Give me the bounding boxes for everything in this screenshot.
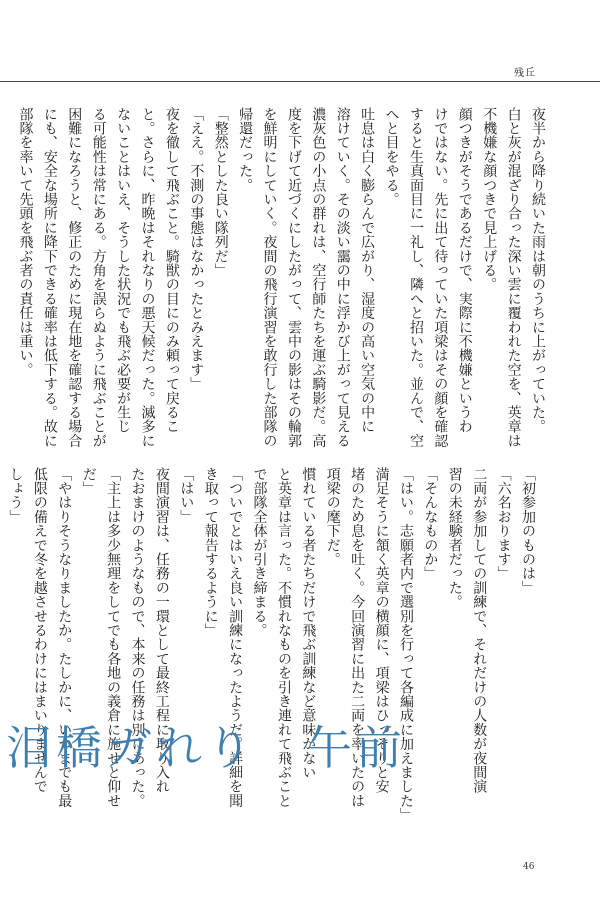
text-line: 夜間演習は、任務の一環として最終工程に取り入れ [153, 467, 170, 794]
text-line: 低限の備えで冬を越させるわけにはまいりませんで [31, 467, 48, 794]
text-line: 顔つきがそうであるだけで、実際に不機嫌というわ [456, 107, 473, 434]
text-line: 夜半から降り続いた雨は朝のうちに上がっていた。 [530, 107, 546, 434]
text-line: で部隊全体が引き締まる。 [251, 467, 268, 638]
text-line: 「初参加のものは」 [520, 467, 536, 595]
text-line: 溶けていく。その淡い靄の中に浮かび上がって見える [334, 107, 351, 448]
text-line: 困難になろうと、修正のために現在地を確認する場合 [66, 107, 83, 448]
text-line: 「主上は多少無理をしてでも各地の義倉に施せと仰せ [105, 467, 122, 808]
header-rule [0, 81, 600, 82]
text-line: 「やはりそうなりましたか。たしかに、いつまでも最 [56, 467, 73, 808]
text-line: 濃灰色の小点の群れは、空行師たちを運ぶ騎影だ。高 [310, 107, 327, 448]
text-line: 夜を徹して飛ぶこと。騎獣の目にのみ頼って戻るこ [163, 107, 180, 434]
text-line: 「そんなものか」 [422, 467, 439, 581]
watermark-stamp: 泪橋ガれり 午前 [6, 721, 406, 775]
text-line: き取って報告するように」 [202, 467, 219, 638]
text-line: へと目をやる。 [383, 107, 400, 207]
page-number: 46 [523, 862, 535, 872]
text-line: けではない。先に出て待っていた項梁はその顔を確認 [432, 107, 449, 448]
text-line: 「ついでとはいえ良い訓練になったようだ。詳細を聞 [227, 467, 244, 808]
text-line: 「六名おります」 [495, 467, 512, 581]
text-line: しょう」 [7, 467, 24, 524]
text-line: にも、安全な場所に降下できる確率は低下する。故に [41, 107, 58, 448]
text-line: 不機嫌な顔つきで見上げる。 [481, 107, 498, 292]
text-line: 部隊を率いて先頭を飛ぶ者の責任は重い。 [17, 107, 34, 377]
text-line: 吐息は白く膨らんで広がり、湿度の高い空気の中に [359, 107, 376, 434]
text-line: 帰還だった。 [237, 107, 254, 193]
text-line: 「はい。志願者内で選別を行って各編成に加えました」 [397, 467, 414, 822]
text-line: 「ええ。不測の事態はなかったとみえます」 [188, 107, 205, 391]
text-line: 堵のため息を吐く。今回演習に出た二両を率いたのは [349, 467, 366, 808]
text-line: 習の未経験者だった。 [446, 467, 463, 609]
lower-text-block [3, 467, 540, 860]
text-line: 「はい」 [178, 467, 195, 524]
text-line: すると生真面目に一礼し、隣へと招いた。並んで、空 [407, 107, 424, 448]
text-line: 「整然とした良い隊列だ」 [212, 107, 229, 278]
text-line: と英章は言った。不慣れなものを引き連れて飛ぶこと [275, 467, 292, 808]
upper-text-block [13, 107, 550, 469]
text-line: 度を下げて近づくにしたがって、雲中の影はその輪郭 [285, 107, 302, 448]
text-line: 項梁の麾下だ。 [324, 467, 341, 567]
text-line: を鮮明にしていく。夜間の飛行演習を敢行した部隊の [261, 107, 278, 448]
text-line: る可能性は常にある。方角を誤らぬように飛ぶことが [90, 107, 107, 448]
text-line: だ」 [80, 467, 97, 496]
text-line: 白と灰が混ざり合った深い雲に覆われた空を、英章は [505, 107, 522, 448]
text-line: 慣れている者たちだけで飛ぶ訓練など意味がない [300, 467, 317, 780]
text-line: ないことはいえ、そうした状況でも飛ぶ必要が生じ [115, 107, 132, 434]
text-line: 二両が参加しての訓練で、それだけの人数が夜間演 [471, 467, 488, 794]
text-line: たおまけのようなもので、本来の任務は別にあった。 [129, 467, 146, 808]
text-line: と。さらに、昨晩はそれなりの悪天候だった。滅多に [139, 107, 156, 448]
running-header-title: 残丘 [514, 68, 536, 79]
text-line: 満足そうに頷く英章の横顔に、項梁はひっそりと安 [373, 467, 390, 794]
